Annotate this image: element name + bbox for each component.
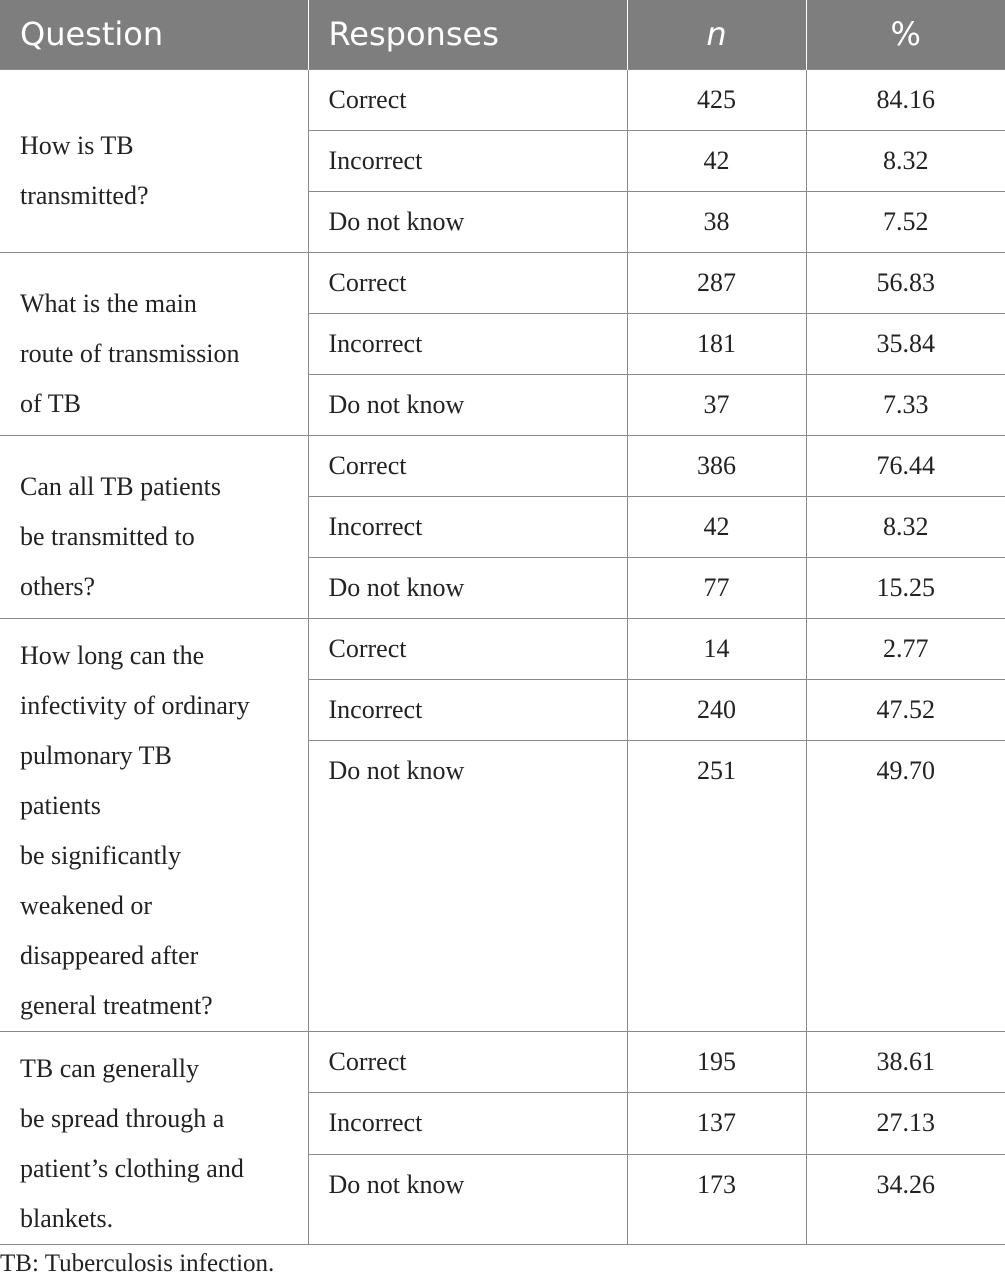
header-question: Question <box>0 0 308 69</box>
percent-cell: 76.44 <box>806 435 1005 496</box>
n-cell: 173 <box>627 1155 806 1244</box>
question-line: pulmonary TB <box>20 740 172 770</box>
percent-cell: 7.52 <box>806 191 1005 252</box>
n-cell: 14 <box>627 618 806 679</box>
question-line: patients <box>20 790 101 820</box>
n-cell: 37 <box>627 374 806 435</box>
response-cell: Correct <box>308 1031 627 1093</box>
question-line: be transmitted to <box>20 521 195 551</box>
percent-cell: 56.83 <box>806 252 1005 313</box>
percent-cell: 38.61 <box>806 1031 1005 1093</box>
percent-cell: 84.16 <box>806 69 1005 130</box>
header-row <box>0 0 1005 69</box>
question-cell <box>0 435 308 618</box>
question-line: What is the main <box>20 288 197 318</box>
percent-cell: 27.13 <box>806 1093 1005 1155</box>
response-cell: Do not know <box>308 1155 627 1244</box>
response-cell: Do not know <box>308 741 627 1031</box>
response-cell: Incorrect <box>308 679 627 740</box>
question-cell <box>0 1031 308 1244</box>
n-cell: 287 <box>627 252 806 313</box>
response-cell: Incorrect <box>308 313 627 374</box>
question-cell <box>0 618 308 1031</box>
question-line: patient’s clothing and <box>20 1153 244 1183</box>
response-cell: Incorrect <box>308 1093 627 1155</box>
question-line: How long can the <box>20 640 205 670</box>
question-line: Can all TB patients <box>20 471 221 501</box>
question-line: weakened or <box>20 890 153 920</box>
table-row <box>0 252 1005 313</box>
n-cell: 38 <box>627 191 806 252</box>
question-line: disappeared after <box>20 940 199 970</box>
percent-cell: 7.33 <box>806 374 1005 435</box>
header-percent: % <box>806 0 1005 69</box>
response-cell: Do not know <box>308 374 627 435</box>
response-cell: Correct <box>308 69 627 130</box>
table-row <box>0 69 1005 130</box>
percent-cell: 15.25 <box>806 557 1005 618</box>
n-cell: 240 <box>627 679 806 740</box>
question-cell <box>0 69 308 252</box>
n-cell: 137 <box>627 1093 806 1155</box>
question-line: be spread through a <box>20 1103 225 1133</box>
n-cell: 386 <box>627 435 806 496</box>
question-line: blankets. <box>20 1203 114 1233</box>
question-line: How is TB <box>20 130 134 160</box>
response-cell: Incorrect <box>308 130 627 191</box>
question-line: transmitted? <box>20 180 149 210</box>
percent-cell: 47.52 <box>806 679 1005 740</box>
n-cell: 251 <box>627 741 806 1031</box>
n-cell: 42 <box>627 496 806 557</box>
response-cell: Do not know <box>308 557 627 618</box>
question-cell <box>0 252 308 435</box>
n-cell: 425 <box>627 69 806 130</box>
response-cell: Correct <box>308 252 627 313</box>
table-footnote: TB: Tuberculosis infection. <box>0 1250 275 1277</box>
question-line: infectivity of ordinary <box>20 690 250 720</box>
n-cell: 77 <box>627 557 806 618</box>
response-cell: Correct <box>308 435 627 496</box>
question-line: be significantly <box>20 840 182 870</box>
table-row <box>0 435 1005 496</box>
question-line: TB can generally <box>20 1053 200 1083</box>
percent-cell: 34.26 <box>806 1155 1005 1244</box>
n-cell: 181 <box>627 313 806 374</box>
percent-cell: 35.84 <box>806 313 1005 374</box>
response-cell: Incorrect <box>308 496 627 557</box>
table-row <box>0 1031 1005 1093</box>
question-line: general treatment? <box>20 990 213 1020</box>
percent-cell: 49.70 <box>806 741 1005 1031</box>
n-cell: 42 <box>627 130 806 191</box>
question-line: of TB <box>20 388 81 418</box>
percent-cell: 8.32 <box>806 496 1005 557</box>
question-line: others? <box>20 571 96 601</box>
percent-cell: 8.32 <box>806 130 1005 191</box>
header-n: n <box>627 0 806 69</box>
n-cell: 195 <box>627 1031 806 1093</box>
header-responses: Responses <box>308 0 627 69</box>
question-line: route of transmission <box>20 338 240 368</box>
percent-cell: 2.77 <box>806 618 1005 679</box>
response-cell: Do not know <box>308 191 627 252</box>
table-row <box>0 618 1005 679</box>
response-cell: Correct <box>308 618 627 679</box>
